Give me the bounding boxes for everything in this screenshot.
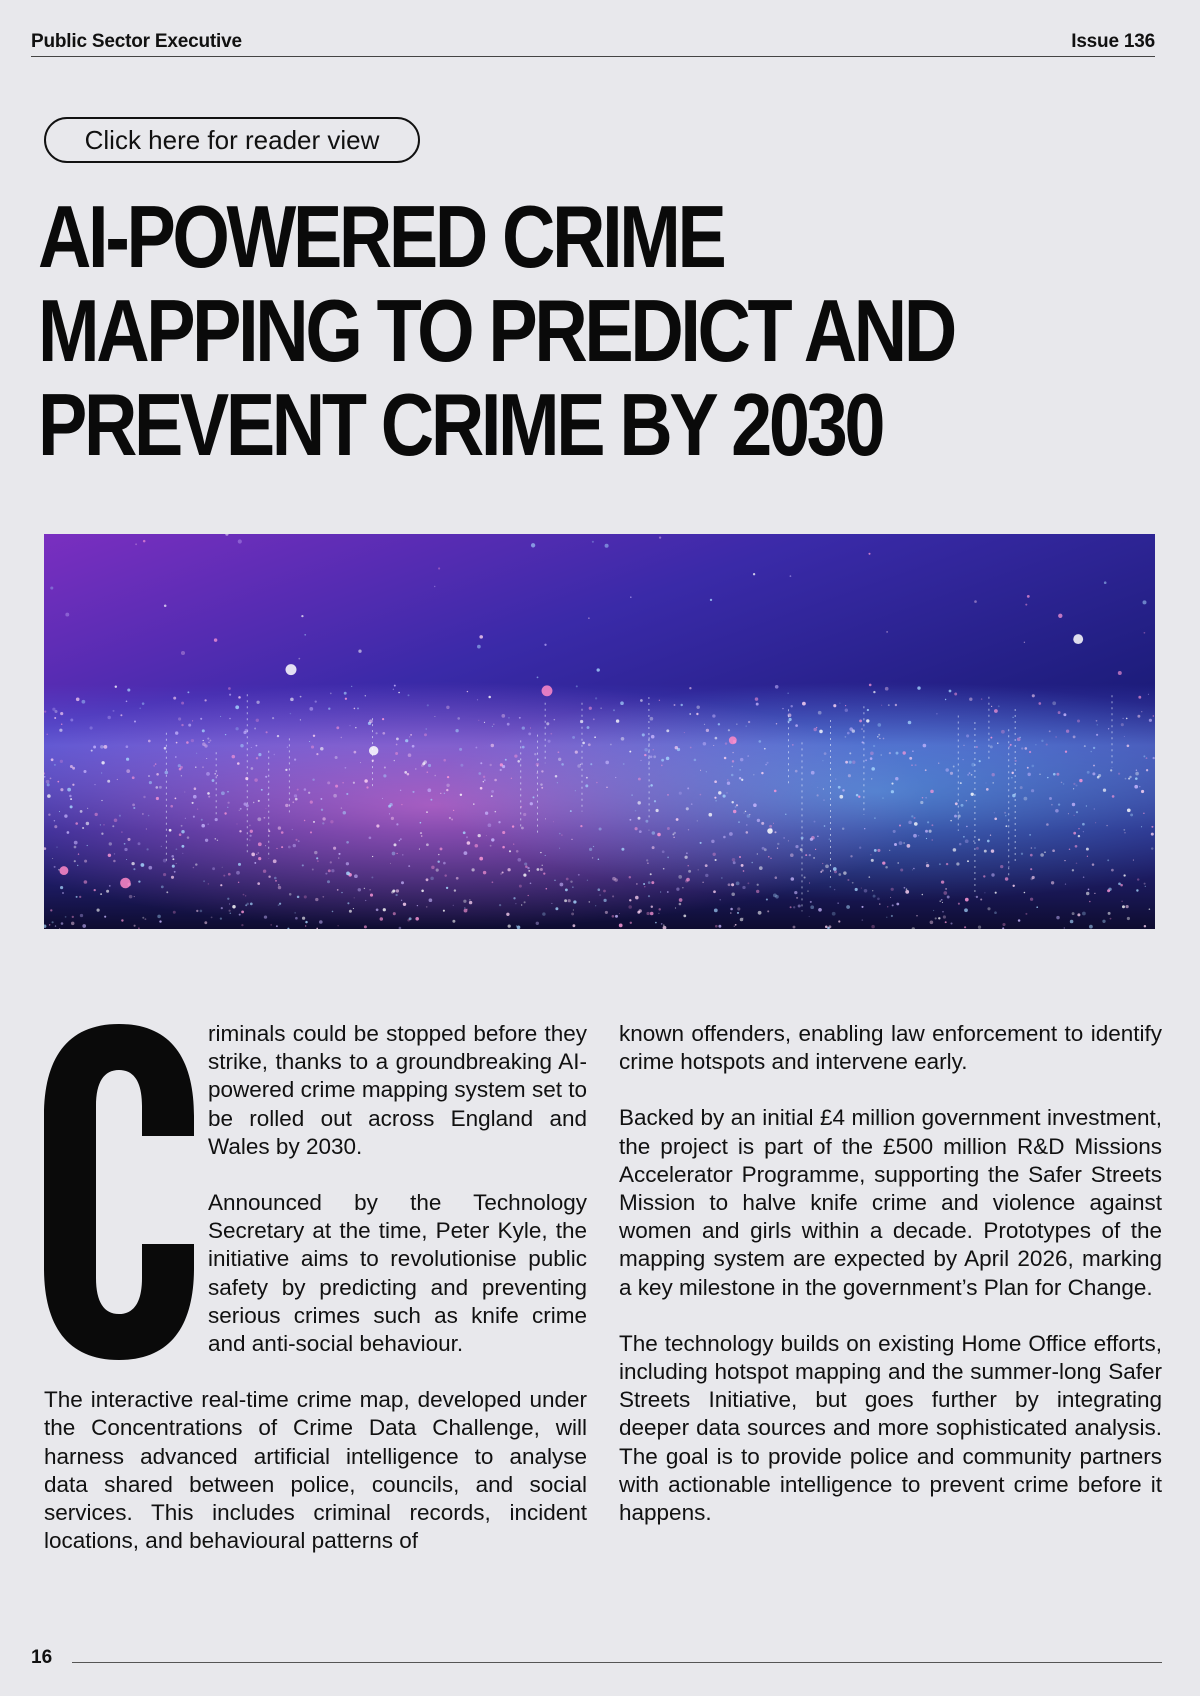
hero-image bbox=[44, 534, 1155, 929]
footer-divider bbox=[72, 1662, 1162, 1663]
title-line: MAPPING TO PREDICT AND bbox=[38, 281, 954, 380]
title-line: PREVENT CRIME BY 2030 bbox=[38, 375, 883, 474]
paragraph: Announced by the Technology Secretary at the time, Peter Kyle, the initiative aims to revolutionise public safety by predicting and preventing serious crimes such as knife crime and anti-social behaviour. bbox=[208, 1190, 587, 1357]
paragraph: The interactive real-time crime map, developed under the Concentrations of Crime Data Challenge, will harness advanced artificial intelligence to analyse data shared between police, councils, and social services. This includes criminal records, incident locations, and behavioural patterns of bbox=[44, 1387, 587, 1554]
article-column-left bbox=[44, 1020, 587, 1583]
reader-view-button[interactable]: Click here for reader view bbox=[44, 117, 420, 163]
paragraph: Backed by an initial £4 million government investment, the project is part of the £500 million R&D Missions Accelerator Programme, supporting the Safer Streets Mission to halve knife crime and violence against women and girls within a decade. Prototypes of the mapping system are expected by April 2026, marking a key milestone in the government’s Plan for Change. bbox=[619, 1105, 1162, 1300]
data-landscape-illustration bbox=[44, 534, 1155, 929]
publication-name: Public Sector Executive bbox=[31, 31, 242, 52]
paragraph: known offenders, enabling law enforcement to identify crime hotspots and intervene early. bbox=[619, 1021, 1162, 1075]
paragraph: The technology builds on existing Home Office efforts, including hotspot mapping and the summer-long Safer Streets Initiative, but goes further by integrating deeper data sources and more sophisticated analysis. The goal is to provide police and community partners with actionable intelligence to prevent crime before it happens. bbox=[619, 1330, 1162, 1526]
drop-cap-letter bbox=[44, 1024, 194, 1360]
page-number: 16 bbox=[31, 1647, 53, 1668]
drop-cap bbox=[44, 1024, 194, 1360]
paragraph: riminals could be stopped before they strike, thanks to a groundbreaking AI-powered crime mapping system set to be rolled out across England and Wales by 2030. bbox=[208, 1021, 587, 1159]
article-title bbox=[38, 187, 954, 474]
page-header bbox=[31, 28, 1155, 57]
article-column-right bbox=[619, 1020, 1162, 1555]
title-line: AI-POWERED CRIME bbox=[38, 187, 724, 286]
issue-number: Issue 136 bbox=[1071, 31, 1155, 52]
